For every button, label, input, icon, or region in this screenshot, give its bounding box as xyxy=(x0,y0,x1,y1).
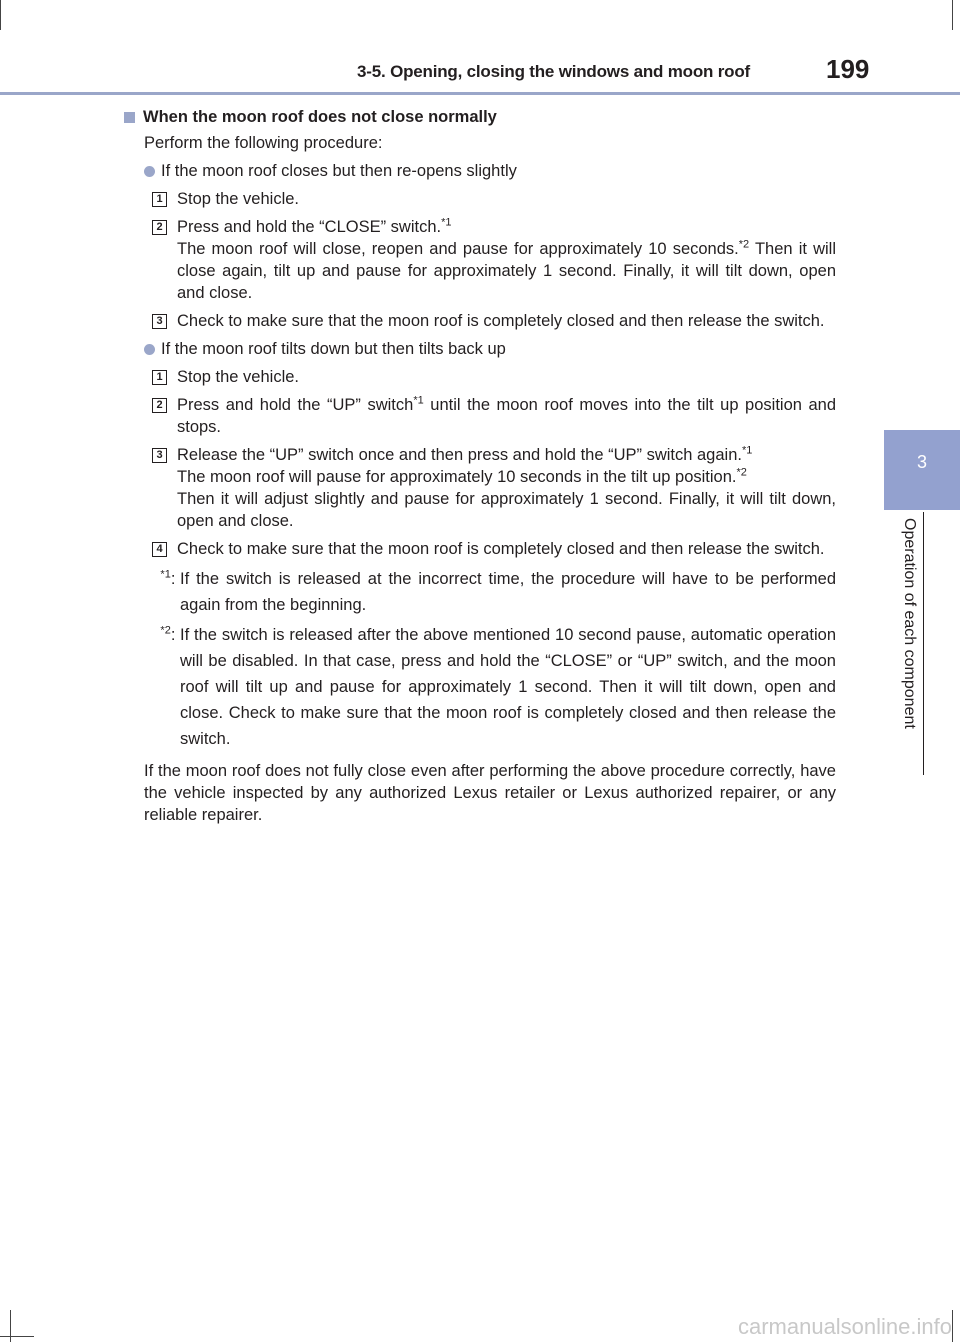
chapter-number: 3 xyxy=(916,452,927,472)
step-text-part: The moon roof will close, reopen and pause for approximately 10 seconds. xyxy=(177,240,739,258)
case-a-step-2 xyxy=(152,216,836,304)
footnote-mark-text: *1 xyxy=(160,568,171,581)
step-number: 2 xyxy=(152,398,167,413)
page-content xyxy=(124,106,836,826)
case-b-step-1 xyxy=(152,366,836,388)
footnote-ref: *2 xyxy=(738,238,750,251)
page-number: 199 xyxy=(826,54,870,84)
step-number: 1 xyxy=(152,192,167,207)
round-bullet-icon xyxy=(144,166,155,177)
step-text xyxy=(177,216,836,304)
step-text-part: until the moon roof moves into the tilt up position and stops. xyxy=(177,396,836,436)
crop-mark-top-right xyxy=(952,0,953,30)
case-b-heading-text: If the moon roof tilts down but then tilts back up xyxy=(161,340,506,358)
chapter-tab xyxy=(884,430,960,510)
footnote-2 xyxy=(150,622,836,752)
case-a-heading xyxy=(144,160,836,182)
case-a-step-1 xyxy=(152,188,836,210)
step-text: Check to make sure that the moon roof is completely closed and then release the switch. xyxy=(177,540,825,558)
crop-mark-top-left xyxy=(0,0,1,30)
step-text xyxy=(177,444,836,532)
section-heading-text: When the moon roof does not close normally xyxy=(143,108,497,126)
crop-mark-bottom-right xyxy=(952,1310,953,1342)
chapter-rule xyxy=(923,512,924,775)
step-text: Stop the vehicle. xyxy=(177,190,299,208)
case-a-step-3 xyxy=(152,310,836,332)
step-number: 4 xyxy=(152,542,167,557)
footnote-ref: *2 xyxy=(736,466,747,479)
step-text-part: The moon roof will pause for approximately 10 seconds in the tilt up position. xyxy=(177,468,737,486)
footnote-ref: *1 xyxy=(741,444,753,457)
round-bullet-icon xyxy=(144,344,155,355)
step-text xyxy=(177,394,836,438)
crop-mark-bottom-left xyxy=(10,1310,11,1342)
step-number: 3 xyxy=(152,314,167,329)
footnote-text: If the switch is released at the incorrect time, the procedure will have to be performed again from the beginning. xyxy=(180,570,836,614)
step-text: Check to make sure that the moon roof is completely closed and then release the switch. xyxy=(177,312,825,330)
step-text-part: Release the “UP” switch once and then press and hold the “UP” switch again. xyxy=(177,446,742,464)
case-b-step-3 xyxy=(152,444,836,532)
step-number: 1 xyxy=(152,370,167,385)
section-intro: Perform the following procedure: xyxy=(144,134,383,152)
header-section-title: 3-5. Opening, closing the windows and moon roof xyxy=(357,62,750,81)
footnote-mark: $^{*2}$: xyxy=(160,624,180,644)
section-heading xyxy=(124,106,836,128)
footnote-1 xyxy=(150,566,836,618)
footnote-text: If the switch is released after the above mentioned 10 second pause, automatic operation will be disabled. In that case, press and hold the “CLOSE” or “UP” switch, and the moon roof will tilt up and pause for approximately 1 second. Then it will tilt down, open and close. Check to make sure that the moon roof is completely closed and then release the switch. xyxy=(180,626,836,748)
step-text-part: Press and hold the “UP” switch xyxy=(177,396,414,414)
watermark: carmanualsonline.info xyxy=(737,1314,952,1339)
step-text: Stop the vehicle. xyxy=(177,368,299,386)
square-bullet-icon xyxy=(124,112,135,123)
header-rule xyxy=(0,92,960,95)
step-text-part: Then it will adjust slightly and pause for approximately 1 second. Finally, it will tilt down, open and close. xyxy=(177,490,836,530)
step-number: 2 xyxy=(152,220,167,235)
footnote-ref: *1 xyxy=(441,216,452,229)
step-text-part: Then it will close again, tilt up and pause for approximately 1 second. Finally, it will tilt down, open and close. xyxy=(177,240,836,302)
case-b-step-4 xyxy=(152,538,836,560)
case-b-step-2 xyxy=(152,394,836,438)
closing-paragraph: If the moon roof does not fully close even after performing the above procedure correctly, have the vehicle inspected by any authorized Lexus retailer or Lexus authorized repairer, or any reliable repairer. xyxy=(144,762,836,824)
step-text-part: Press and hold the “CLOSE” switch. xyxy=(177,218,442,236)
case-a-heading-text: If the moon roof closes but then re-opens slightly xyxy=(161,162,517,180)
crop-mark-bottom-left-h xyxy=(0,1336,34,1337)
footnote-mark: $^{*1}$: xyxy=(160,568,180,588)
footnote-ref: *1 xyxy=(413,394,424,407)
case-b-heading xyxy=(144,338,836,360)
step-number: 3 xyxy=(152,448,167,463)
chapter-label: Operation of each component xyxy=(901,518,918,729)
footnote-mark-text: *2 xyxy=(160,624,171,637)
